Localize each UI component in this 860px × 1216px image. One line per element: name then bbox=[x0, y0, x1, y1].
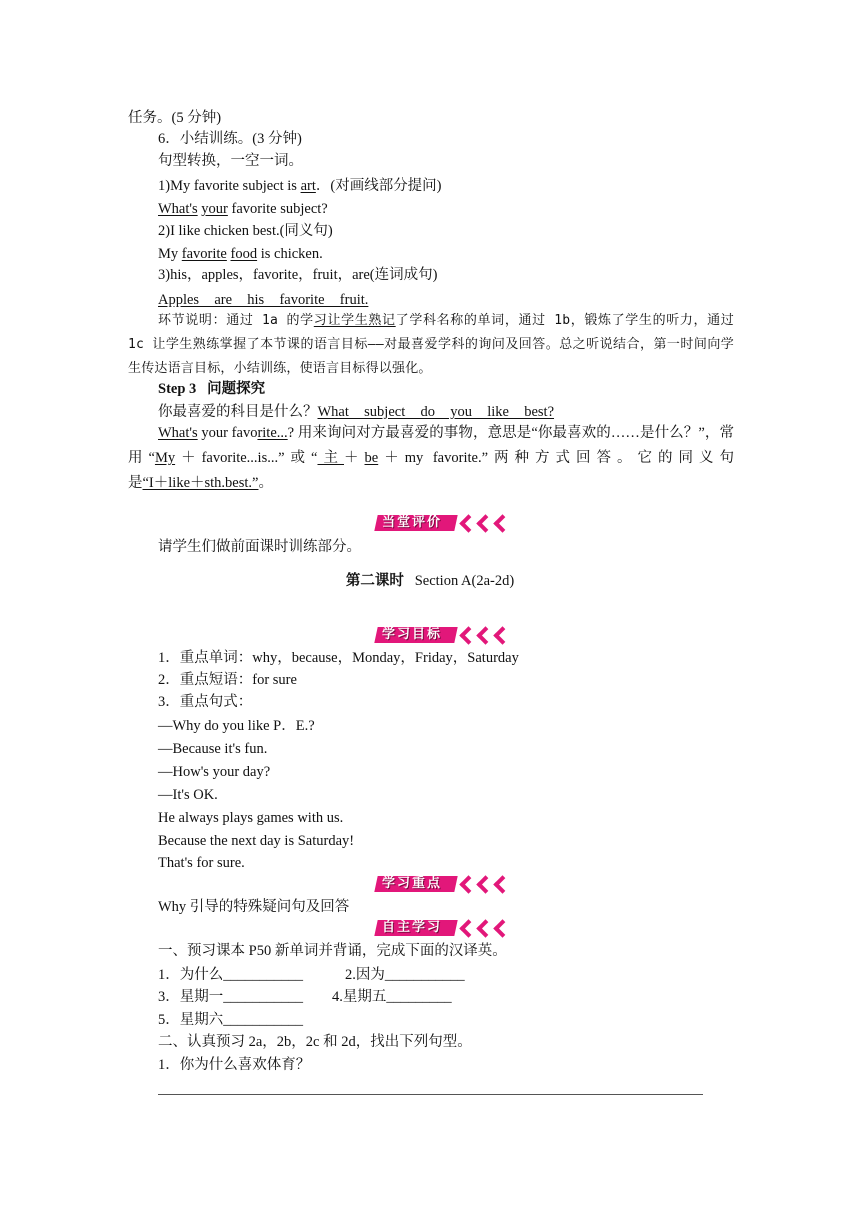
text-line: 任务。(5 分钟) bbox=[128, 110, 222, 126]
banner-key-points bbox=[376, 873, 513, 895]
answer-line: Apples are his favorite fruit. bbox=[158, 292, 369, 308]
sentence-pattern: Because the next day is Saturday! bbox=[158, 833, 355, 849]
text: My bbox=[158, 246, 182, 262]
underlined-text: What's bbox=[158, 425, 198, 441]
answer-blank: favorite bbox=[181, 246, 227, 262]
banner-text: 学习重点 bbox=[382, 876, 443, 891]
text: favorite subject? bbox=[227, 201, 328, 217]
text-line: 6．小结训练。(3 分钟) bbox=[158, 131, 302, 147]
sentence-pattern: He always plays games with us. bbox=[158, 810, 344, 826]
banner-label bbox=[374, 627, 457, 643]
task-heading: 一、预习课本 P50 新单词并背诵，完成下面的汉译英。 bbox=[158, 943, 507, 959]
banner-text: 当堂评价 bbox=[382, 515, 443, 530]
chevrons-icon bbox=[462, 878, 513, 891]
banner-class-evaluation bbox=[376, 512, 513, 534]
chevrons-icon bbox=[462, 517, 513, 530]
exercise-line: 2)I like chicken best.(同义句) bbox=[158, 223, 333, 239]
explanation-paragraph bbox=[128, 421, 734, 496]
underlined-text: rite... bbox=[257, 425, 288, 441]
goal-item: 2．重点短语：for sure bbox=[158, 672, 297, 688]
text: 你最喜爱的科目是什么？ bbox=[158, 404, 318, 420]
step-title: 问题探究 bbox=[207, 381, 266, 397]
banner-label bbox=[374, 876, 457, 892]
task-heading: 二、认真预习 2a，2b，2c 和 2d，找出下列句型。 bbox=[158, 1034, 472, 1050]
text: 1)My favorite subject is bbox=[158, 178, 301, 194]
text-line bbox=[158, 402, 554, 422]
underlined-text: be bbox=[364, 450, 379, 466]
lesson-title bbox=[0, 569, 860, 590]
text: ＋favorite...is...”或“ bbox=[175, 450, 318, 466]
answer-blank: food bbox=[230, 246, 258, 262]
text: 。 bbox=[258, 475, 273, 491]
text: ．(对画线部分提问) bbox=[315, 178, 442, 194]
underlined-text: 习让学生熟记 bbox=[313, 313, 396, 328]
goal-item: 1．重点单词：why，because，Monday，Friday，Saturday bbox=[158, 650, 519, 666]
text-line: Why 引导的特殊疑问句及回答 bbox=[158, 899, 350, 915]
text: your favo bbox=[197, 425, 258, 441]
section-note bbox=[128, 309, 734, 381]
sentence-pattern: That's for sure. bbox=[158, 855, 245, 871]
underlined-text: 主 bbox=[317, 450, 344, 466]
answer-blank: your bbox=[201, 201, 228, 217]
sentence-pattern: —How's your day? bbox=[158, 764, 271, 780]
text: 了学科名称的单词，通过 1b，锻炼了学生的听力，通过 1c 让学生熟练掌握了本节课的语言目标——对最喜爱学科的询问及回答。总之听说结合，第一时间向学生传达语言目标，小结训练，使语言目标得以强化。 bbox=[128, 313, 734, 376]
chevrons-icon bbox=[462, 922, 513, 935]
text-line: 请学生们做前面课时训练部分。 bbox=[158, 539, 361, 555]
banner-text: 自主学习 bbox=[382, 920, 443, 935]
text: is chicken. bbox=[257, 246, 323, 262]
underlined-text: My bbox=[154, 450, 176, 466]
underlined-answer: What subject do you like best? bbox=[317, 404, 555, 420]
sentence-pattern: —Why do you like P．E.? bbox=[158, 718, 315, 734]
text: ＋ bbox=[344, 450, 365, 466]
text: ＋my favorite.”两种方式回答。它的同义句是 bbox=[128, 450, 735, 491]
goal-item: 3．重点句式： bbox=[158, 694, 253, 710]
text-line: 句型转换，一空一词。 bbox=[158, 153, 303, 169]
banner-label bbox=[374, 515, 457, 531]
sentence-pattern: —It's OK. bbox=[158, 787, 218, 803]
banner-learning-goals bbox=[376, 624, 513, 646]
text: 环节说明：通过 1a 的学 bbox=[158, 313, 314, 328]
exercise-line: 3)his，apples，favorite，fruit，are(连词成句) bbox=[158, 267, 438, 283]
underlined-text: “I＋like＋sth.best.” bbox=[142, 475, 259, 491]
answer-line bbox=[158, 199, 328, 219]
lesson-number: 第二课时 bbox=[345, 573, 404, 589]
step-number: Step 3 bbox=[158, 381, 197, 397]
vocab-blank: 2.因为___________ bbox=[345, 967, 465, 983]
banner-self-study bbox=[376, 917, 513, 939]
question-item: 1．你为什么喜欢体育？ bbox=[158, 1057, 311, 1073]
exercise-line bbox=[158, 176, 442, 196]
sentence-pattern: —Because it's fun. bbox=[158, 741, 268, 757]
vocab-blank: 5．星期六___________ bbox=[158, 1012, 303, 1028]
answer-blank: What's bbox=[158, 201, 198, 217]
answer-line bbox=[158, 244, 323, 264]
banner-label bbox=[374, 920, 457, 936]
step-heading bbox=[158, 379, 265, 399]
lesson-section: Section A(2a-2d) bbox=[414, 573, 515, 589]
vocab-blank: 4.星期五_________ bbox=[332, 989, 452, 1005]
chevrons-icon bbox=[462, 629, 513, 642]
answer-line-blank bbox=[158, 1094, 703, 1095]
underlined-word: art bbox=[300, 178, 316, 194]
banner-text: 学习目标 bbox=[382, 627, 443, 642]
vocab-blank: 3．星期一___________ bbox=[158, 989, 303, 1005]
text: ? 用来询问对方最喜爱的事物，意思是“你最喜欢的……是什么？”，常用“ bbox=[128, 425, 735, 466]
vocab-blank: 1．为什么___________ bbox=[158, 967, 303, 983]
